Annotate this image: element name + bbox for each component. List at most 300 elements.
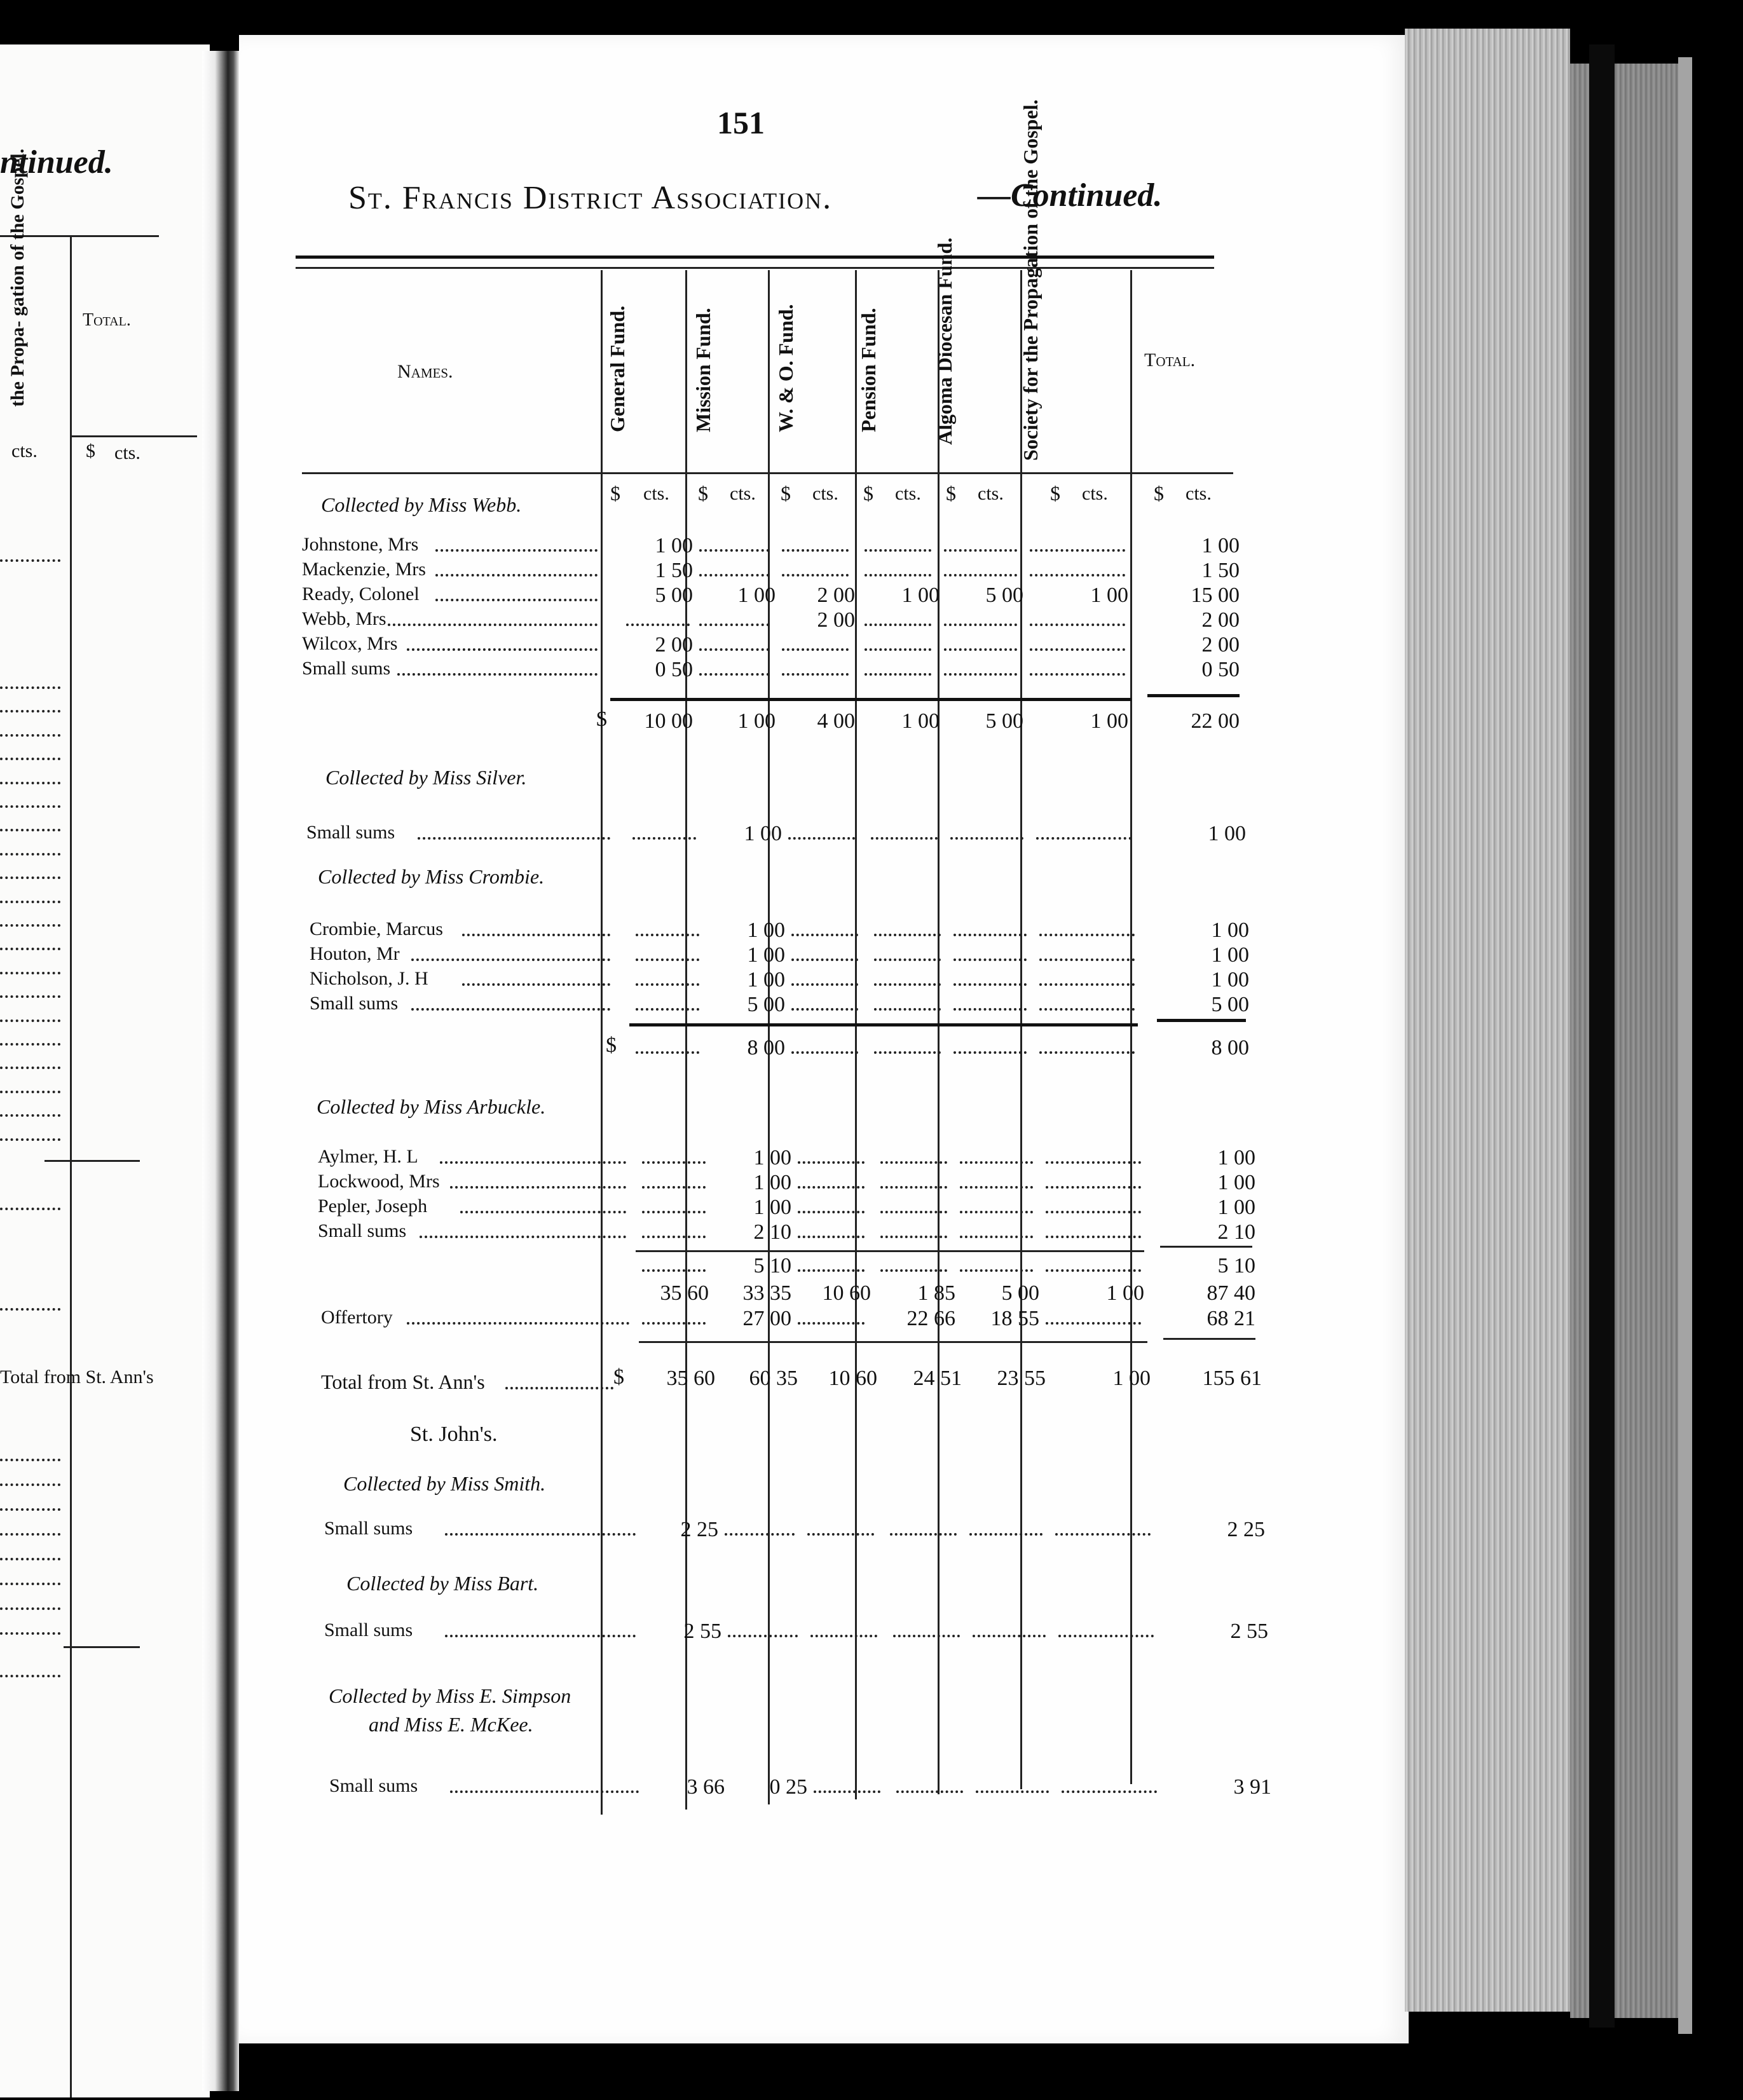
empty-cell-dots [944,673,1017,676]
leader-dots [440,1161,626,1164]
empty-cell-dots [1062,1790,1157,1793]
header-general-fund: General Fund. [606,305,629,432]
cell-total: 0 50 [1201,658,1240,681]
leader-dots [0,734,60,737]
cell-mission: 0 25 [769,1775,807,1799]
left-header-propagation: the Propa- gation of the Gospel. [7,148,28,407]
empty-cell-dots [874,1051,941,1054]
leader-dots [505,1387,613,1389]
dollar-label: $ [698,482,708,505]
empty-cell-dots [1046,1161,1141,1164]
cell-general: 5 00 [655,583,693,607]
leader-dots [411,1008,610,1011]
dollar-sign: $ [613,1365,624,1389]
empty-cell-dots [890,1533,957,1536]
row-name: Webb, Mrs [302,608,386,629]
cell-society: 1 00 [1106,1281,1144,1305]
cell-mission: 2 10 [753,1220,791,1244]
empty-cell-dots [960,1211,1033,1213]
leader-dots [0,1533,60,1536]
cell-wo: 10 60 [828,1367,877,1390]
empty-cell-dots [1046,1211,1141,1213]
empty-cell-dots [636,958,699,961]
empty-cell-dots [642,1269,706,1272]
row-name: Offertory [321,1307,393,1328]
empty-cell-dots [798,1186,865,1189]
empty-cell-dots [880,1269,947,1272]
empty-cell-dots [865,648,931,651]
empty-cell-dots [893,1635,960,1637]
leader-dots [0,1019,60,1022]
empty-cell-dots [782,574,849,576]
page-title-continued: —Continued. [978,177,1163,214]
cell-total: 5 00 [1211,993,1249,1016]
cts-label: cts. [1082,483,1108,504]
leader-dots [407,648,598,651]
cell-general: 1 00 [655,534,693,557]
cell-pension: 1 00 [901,709,940,733]
column-rule [685,270,687,1810]
dollar-label: $ [1050,482,1060,505]
row-name: Small sums [306,822,395,843]
cell-pension: 1 00 [901,583,940,607]
page-title: St. Francis District Association. [348,180,833,216]
leader-dots [0,1208,60,1210]
empty-cell-dots [880,1236,947,1238]
cell-general: 2 55 [683,1619,721,1643]
cell-total: 1 00 [1211,918,1249,942]
subtotal-rule [636,1250,1144,1252]
cell-total: 1 00 [1211,943,1249,967]
column-rule [1020,270,1022,1789]
empty-cell-dots [798,1161,865,1164]
empty-cell-dots [874,958,941,961]
leader-dots [0,1607,60,1610]
header-mission-fund: Mission Fund. [692,308,714,432]
row-name: Small sums [310,993,399,1014]
st-johns-heading: St. John's. [410,1422,498,1446]
cell-mission: 1 00 [737,709,776,733]
leader-dots [0,559,60,562]
section-label-webb: Collected by Miss Webb. [321,493,522,516]
page-edges [1405,29,1570,2012]
empty-cell-dots [960,1161,1033,1164]
empty-cell-dots [954,983,1027,986]
leader-dots [0,1483,60,1486]
leader-dots [420,1236,626,1238]
leader-dots [0,1091,60,1093]
leader-dots [411,958,610,961]
cell-mission: 27 00 [742,1307,791,1330]
subtotal-rule [1163,1338,1255,1340]
empty-cell-dots [880,1186,947,1189]
leader-dots [397,673,598,676]
cts-label: cts. [730,483,756,504]
row-name: Crombie, Marcus [310,918,443,939]
cell-total: 1 00 [1217,1171,1255,1194]
empty-cell-dots [636,1008,699,1011]
cell-wo: 10 60 [822,1281,871,1305]
empty-cell-dots [865,624,931,626]
cell-mission: 8 00 [747,1036,785,1060]
empty-cell-dots [699,549,769,552]
empty-cell-dots [954,958,1027,961]
cell-general: 35 60 [666,1367,715,1390]
leader-dots [450,1186,626,1189]
cell-pension: 1 85 [917,1281,955,1305]
section-label-silver: Collected by Miss Silver. [325,766,527,789]
cell-pension: 24 51 [913,1367,962,1390]
cell-mission: 33 35 [742,1281,791,1305]
empty-cell-dots [807,1533,874,1536]
cell-algoma: 5 00 [985,583,1023,607]
empty-cell-dots [791,983,858,986]
cell-total: 1 00 [1217,1146,1255,1169]
cell-algoma: 18 55 [990,1307,1039,1330]
empty-cell-dots [1055,1533,1151,1536]
page-edges-outer [1678,57,1692,2034]
leader-dots [0,805,60,808]
book-spine [202,51,239,2091]
empty-cell-dots [788,837,855,840]
leader-dots [0,853,60,856]
dollar-sign: $ [606,1033,617,1057]
empty-cell-dots [1030,648,1125,651]
cell-total: 1 00 [1217,1196,1255,1219]
leader-dots [407,1322,629,1325]
empty-cell-dots [896,1790,963,1793]
leader-dots [0,1558,60,1560]
empty-cell-dots [960,1186,1033,1189]
cell-general: 0 50 [655,658,693,681]
cell-general: 2 25 [680,1518,718,1541]
cell-total: 2 25 [1227,1518,1265,1541]
cell-total: 22 00 [1191,709,1240,733]
empty-cell-dots [632,837,696,840]
cts-label: cts. [643,483,669,504]
leader-dots [0,972,60,974]
cell-pension: 22 66 [906,1307,955,1330]
empty-cell-dots [1046,1269,1141,1272]
cell-total: 2 10 [1217,1220,1255,1244]
empty-cell-dots [874,1008,941,1011]
empty-cell-dots [871,837,938,840]
section-label-arbuckle: Collected by Miss Arbuckle. [317,1095,546,1118]
cell-algoma: 23 55 [997,1367,1046,1390]
left-page-title-fragment: ntinued. [0,144,113,181]
empty-cell-dots [791,934,858,936]
leader-dots [445,1533,636,1536]
leader-dots [445,1635,636,1637]
cell-general: 10 00 [644,709,693,733]
section-label-simpson: Collected by Miss E. Simpson [329,1684,571,1707]
empty-cell-dots [1030,549,1125,552]
empty-cell-dots [642,1236,706,1238]
empty-cell-dots [636,1051,699,1054]
leader-dots [0,995,60,998]
empty-cell-dots [699,574,769,576]
empty-cell-dots [1030,673,1125,676]
leader-dots [0,948,60,950]
empty-cell-dots [798,1211,865,1213]
cell-total: 3 91 [1233,1775,1271,1799]
empty-cell-dots [865,574,931,576]
section-label-mckee: and Miss E. McKee. [369,1713,533,1736]
subtotal-rule [639,1341,1147,1343]
empty-cell-dots [973,1635,1046,1637]
leader-dots [0,710,60,712]
empty-cell-dots [725,1533,795,1536]
cts-label: cts. [978,483,1004,504]
leader-dots [0,924,60,927]
cell-mission: 1 00 [744,822,782,845]
empty-cell-dots [880,1211,947,1213]
dollar-label: $ [863,482,873,505]
leader-dots [0,1632,60,1635]
dollar-sign: $ [596,707,607,731]
cell-mission: 1 00 [747,918,785,942]
empty-cell-dots [976,1790,1049,1793]
leader-dots [0,1067,60,1069]
dollar-label: $ [610,482,620,505]
cell-total: 2 00 [1201,608,1240,632]
cell-mission: 5 10 [753,1254,791,1278]
leader-dots [0,876,60,879]
row-name: Pepler, Joseph [318,1196,428,1217]
column-rule [601,270,603,1815]
cell-society: 1 00 [1090,583,1128,607]
header-wo-fund: W. & O. Fund. [774,304,797,432]
cell-wo: 2 00 [817,583,855,607]
cell-mission: 1 00 [753,1171,791,1194]
column-rule [1130,270,1132,1784]
cell-total: 1 00 [1211,968,1249,992]
table-top-rule-thin [296,267,1214,269]
leader-dots [0,1675,60,1677]
cell-algoma: 5 00 [985,709,1023,733]
page-edges-dark [1570,64,1678,2018]
section-label-smith: Collected by Miss Smith. [343,1472,546,1495]
cell-mission: 1 00 [737,583,776,607]
empty-cell-dots [699,624,769,626]
subtotal-rule [1160,1246,1252,1248]
empty-cell-dots [960,1269,1033,1272]
section-label-bart: Collected by Miss Bart. [346,1572,539,1595]
cell-mission: 1 00 [753,1196,791,1219]
subtotal-rule [1157,1019,1246,1022]
left-col-line [70,235,72,2097]
total-st-anns-label: Total from St. Ann's [321,1370,485,1393]
dollar-label: $ [1154,482,1164,505]
header-names: Names. [397,361,453,382]
leader-dots [388,624,598,626]
empty-cell-dots [798,1322,865,1325]
cell-general: 3 66 [687,1775,725,1799]
row-name: Small sums [329,1775,418,1796]
cell-total: 8 00 [1211,1036,1249,1060]
cell-total: 1 50 [1201,559,1240,582]
empty-cell-dots [1039,1051,1135,1054]
empty-cell-dots [954,934,1027,936]
left-dollar-label: $ [86,440,95,461]
empty-cell-dots [1039,1008,1135,1011]
left-cts-label: cts. [11,440,38,461]
empty-cell-dots [865,673,931,676]
cell-total: 2 00 [1201,633,1240,657]
column-rule [938,270,940,1794]
row-name: Johnstone, Mrs [302,534,419,555]
empty-cell-dots [791,958,858,961]
dollar-label: $ [781,482,791,505]
row-name: Aylmer, H. L [318,1146,418,1167]
section-label-crombie: Collected by Miss Crombie. [318,865,545,888]
cts-label: cts. [1186,483,1212,504]
empty-cell-dots [944,648,1017,651]
cell-wo: 4 00 [817,709,855,733]
cell-mission: 5 00 [747,993,785,1016]
cell-mission: 60 35 [749,1367,798,1390]
leader-dots [0,829,60,831]
empty-cell-dots [798,1236,865,1238]
leader-dots [435,599,598,601]
empty-cell-dots [791,1051,858,1054]
cell-mission: 1 00 [747,943,785,967]
leader-dots [0,782,60,784]
cell-total: 68 21 [1206,1307,1255,1330]
row-name: Lockwood, Mrs [318,1171,440,1192]
cts-label: cts. [812,483,838,504]
empty-cell-dots [642,1186,706,1189]
empty-cell-dots [944,624,1017,626]
empty-cell-dots [810,1635,877,1637]
empty-cell-dots [960,1236,1033,1238]
empty-cell-dots [699,648,769,651]
empty-cell-dots [782,648,849,651]
empty-cell-dots [954,1008,1027,1011]
row-name: Small sums [302,658,391,679]
leader-dots [0,1459,60,1461]
leader-dots [418,837,610,840]
empty-cell-dots [791,1008,858,1011]
header-society-fund: Society for the Propagation of the Gospel. [1019,99,1042,461]
leader-dots [460,1211,626,1213]
subtotal-rule [1147,694,1240,697]
leader-dots [0,1114,60,1117]
leader-dots [0,1308,60,1311]
empty-cell-dots [782,549,849,552]
row-name: Houton, Mr [310,943,400,964]
header-algoma-fund: Algoma Diocesan Fund. [933,237,956,445]
leader-dots [435,574,598,576]
cell-total: 1 00 [1201,534,1240,557]
leader-dots [462,934,610,936]
leader-dots [0,901,60,903]
empty-cell-dots [1039,958,1135,961]
empty-cell-dots [954,1051,1027,1054]
empty-cell-dots [1046,1236,1141,1238]
dollar-label: $ [946,482,956,505]
empty-cell-dots [642,1322,706,1325]
empty-cell-dots [1058,1635,1154,1637]
empty-cell-dots [642,1161,706,1164]
cts-label: cts. [895,483,921,504]
header-total: Total. [1144,350,1196,371]
empty-cell-dots [636,983,699,986]
row-name: Mackenzie, Mrs [302,559,426,580]
book-cover-edge [1589,44,1615,2028]
cell-mission: 1 00 [753,1146,791,1169]
empty-cell-dots [969,1533,1042,1536]
leader-dots [450,1790,639,1793]
empty-cell-dots [1046,1322,1141,1325]
left-sum-rule [44,1160,140,1162]
leader-dots [462,983,610,986]
empty-cell-dots [1036,837,1131,840]
row-name: Nicholson, J. H [310,968,428,989]
empty-cell-dots [1046,1186,1141,1189]
empty-cell-dots [782,673,849,676]
empty-cell-dots [874,983,941,986]
leader-dots [0,1583,60,1585]
cell-mission: 1 00 [747,968,785,992]
cell-total: 2 55 [1230,1619,1268,1643]
column-rule [855,270,857,1799]
leader-dots [0,1043,60,1046]
empty-cell-dots [728,1635,798,1637]
cell-wo: 2 00 [817,608,855,632]
cell-total: 1 00 [1208,822,1246,845]
empty-cell-dots [814,1790,880,1793]
left-sum-rule [64,1646,140,1648]
leader-dots [0,686,60,689]
empty-cell-dots [798,1269,865,1272]
empty-cell-dots [642,1211,706,1213]
subtotal-rule [610,698,1131,701]
empty-cell-dots [865,549,931,552]
leader-dots [435,549,598,552]
empty-cell-dots [944,549,1017,552]
empty-cell-dots [1039,983,1135,986]
row-name: Small sums [318,1220,407,1241]
cell-general: 2 00 [655,633,693,657]
empty-cell-dots [944,574,1017,576]
row-name: Small sums [324,1518,413,1539]
left-header-rule [70,435,197,437]
cell-total: 155 61 [1202,1367,1262,1390]
left-page-fragment [0,44,210,2097]
leader-dots [0,1138,60,1141]
empty-cell-dots [1030,574,1125,576]
empty-cell-dots [626,624,690,626]
cell-general: 1 50 [655,559,693,582]
cell-total: 87 40 [1206,1281,1255,1305]
empty-cell-dots [880,1161,947,1164]
cell-total: 5 10 [1217,1254,1255,1278]
row-name: Ready, Colonel [302,583,420,604]
left-cts-label: cts. [114,442,140,463]
row-name: Total from St. Ann's [0,1367,154,1388]
empty-cell-dots [1039,934,1135,936]
row-name: Wilcox, Mrs [302,633,398,654]
cell-society: 1 00 [1090,709,1128,733]
cell-society: 1 00 [1112,1367,1151,1390]
cell-general: 35 60 [660,1281,709,1305]
empty-cell-dots [874,934,941,936]
leader-dots [0,758,60,760]
table-top-rule [296,256,1214,259]
page-number: 151 [717,105,765,140]
cell-algoma: 5 00 [1001,1281,1039,1305]
